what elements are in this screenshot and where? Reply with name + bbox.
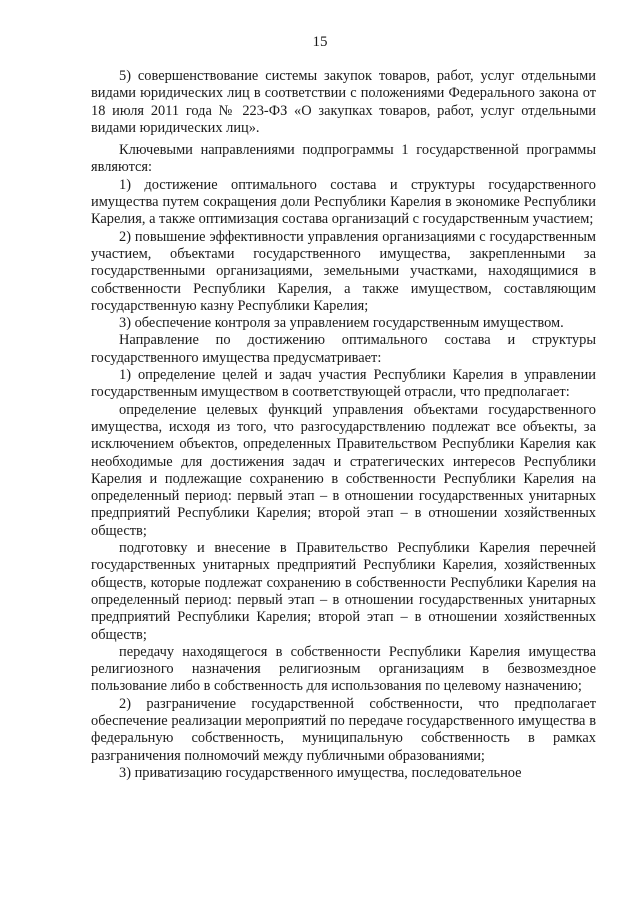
- paragraph-procurement-improvement: 5) совершенствование системы закупок товаров, работ, услуг отдельными видами юридических лиц в соответствии с положениями Федерального закона от 18 июля 2011 года № 223-ФЗ «О закупках товаров, работ, услуг отдельными видами юридических лиц».: [91, 68, 596, 136]
- paragraph-religious-property: передачу находящегося в собственности Республики Карелия имущества религиозного назначения религиозным организациям в безвозмездное пользование либо в собственность для использования по целевому назначению;: [91, 643, 596, 695]
- paragraph-property-delimitation: 2) разграничение государственной собственности, что предполагает обеспечение реализации мероприятий по передаче государственного имущества в федеральную собственность, муниципальную собственность в рамках разграничения полномочий между публичными образованиями;: [91, 695, 596, 764]
- paragraph-target-functions: определение целевых функций управления объектами государственного имущества, исходя из того, что разгосударствлению подлежат все объекты, за исключением объектов, определенных Правительством Республики Карелия как необходимые для достижения задач и стратегических интересов Республики Карелия и подлежащие сохранению в собственности Республики Карелия на определенный период: первый этап – в отношении государственных унитарных предприятий Республики Карелия; второй этап – в отношении хозяйственных обществ;: [91, 401, 596, 539]
- paragraph-privatization: 3) приватизацию государственного имущества, последовательное: [119, 764, 522, 781]
- paragraph-optimal-composition: 1) достижение оптимального состава и структуры государственного имущества путем сокращения доли Республики Карелия в экономике Республики Карелия, а также оптимизация состава организаций с государственным участием;: [91, 176, 596, 228]
- paragraph-goals-definition: 1) определение целей и задач участия Республики Карелия в управлении государственным имуществом в соответствующей отрасли, что предполагает:: [91, 367, 596, 401]
- document-body: [91, 68, 596, 782]
- paragraph-management-efficiency: 2) повышение эффективности управления организациями с государственным участием, объектами государственного имущества, закрепленными за государственными организациями, земельными участками, находящимися в собственности Республики Карелия, а также имуществом, составляющим государственную казну Республики Карелия;: [91, 228, 596, 314]
- paragraph-control: 3) обеспечение контроля за управлением государственным имуществом.: [119, 315, 564, 332]
- page-number: 15: [312, 34, 328, 50]
- paragraph-direction-intro: Направление по достижению оптимального состава и структуры государственного имущества предусматривает:: [91, 332, 596, 366]
- paragraph-key-directions-intro: Ключевыми направлениями подпрограммы 1 государственной программы являются:: [91, 142, 596, 176]
- paragraph-lists-preparation: подготовку и внесение в Правительство Республики Карелия перечней государственных унитарных предприятий Республики Карелия, хозяйственных обществ, которые подлежат сохранению в собственности Республики Карелия на определенный период: первый этап – в отношении государственных унитарных предприятий Республики Карелия; второй этап – в отношении хозяйственных обществ;: [91, 540, 596, 643]
